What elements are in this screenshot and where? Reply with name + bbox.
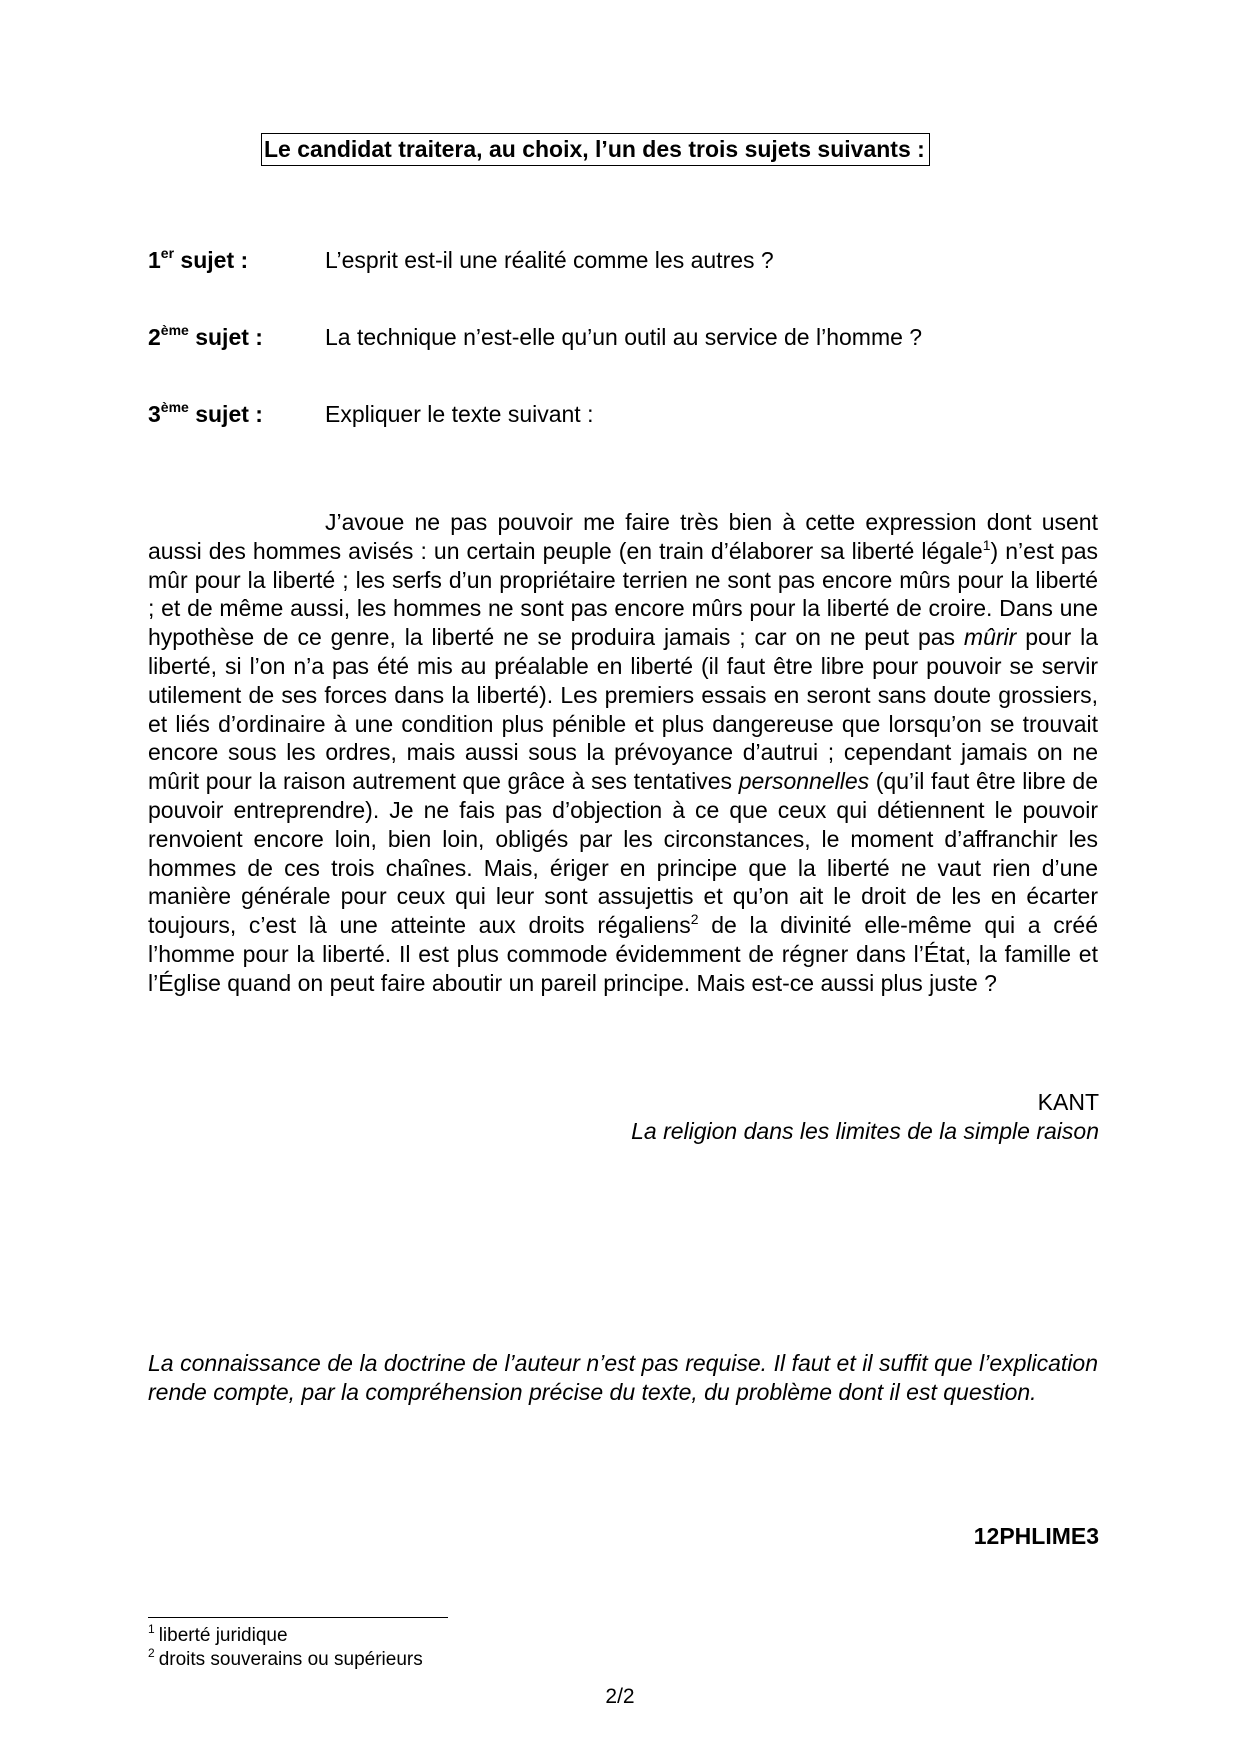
exam-code: 12PHLIME3 xyxy=(973,1523,1099,1549)
footnote-1: $^1$ liberté juridique xyxy=(148,1622,288,1646)
footnote-ref-1: 1 xyxy=(982,536,991,553)
subject-3 xyxy=(148,401,593,428)
footnote-divider xyxy=(148,1617,448,1618)
author-name: KANT xyxy=(1037,1089,1099,1115)
work-title: La religion dans les limites de la simple raison xyxy=(631,1118,1099,1144)
subject-1-text: L’esprit est-il une réalité comme les autres ? xyxy=(325,247,774,273)
subject-2-label: 2ème sujet : xyxy=(148,322,263,350)
page-number: 2/2 xyxy=(605,1685,635,1708)
subject-3-label: 3ème sujet : xyxy=(148,399,263,427)
subject-1 xyxy=(148,247,774,274)
instruction-box: Le candidat traitera, au choix, l’un des trois sujets suivants : xyxy=(261,133,930,166)
subject-2-text: La technique n’est-elle qu’un outil au service de l’homme ? xyxy=(325,324,923,350)
kant-text xyxy=(148,508,1098,998)
subject-3-text: Expliquer le texte suivant : xyxy=(325,401,594,427)
subject-2 xyxy=(148,324,922,351)
instruction-note: La connaissance de la doctrine de l’auteur n’est pas requise. Il faut et il suffit que l’explication rende compte, par la compréhension précise du texte, du problème dont il est question. xyxy=(148,1350,1098,1405)
footnote-2: $^2$ droits souverains ou supérieurs xyxy=(148,1646,423,1670)
kant-paragraph: J’avoue ne pas pouvoir me faire très bien à cette expression dont usent aussi des hommes avisés : un certain peuple (en train d’élaborer sa liberté légale$^1$) n’est pas mûr pour la liberté ; les serfs d’un propriétaire terrien ne sont pas encore mûrs pour la liberté ; et de même aussi, les hommes ne sont pas encore mûrs pour la liberté de croire. Dans une hypothèse de ce genre, la liberté ne se produira jamais ; car on ne peut pas mûrir pour la liberté, si l’on n’a pas été mis au préalable en liberté (il faut être libre pour pouvoir se servir utilement de ses forces dans la liberté). Les premiers essais en seront sans doute grossiers, et liés d’ordinaire à une condition plus pénible et plus dangereuse que lorsqu’on se trouvait encore sous les ordres, mais aussi sous la prévoyance d’autrui ; cependant jamais on ne mûrit pour la raison autrement que grâce à ses tentatives personnelles (qu’il faut être libre de pouvoir entreprendre). Je ne fais pas d’objection à ce que ceux qui détiennent le pouvoir renvoient encore loin, bien loin, obligés par les circonstances, le moment d’affranchir les hommes de ces trois chaînes. Mais, ériger en principe que la liberté ne vaut rien d’une manière générale pour ceux qui leur sont assujettis et qu’on ait le droit de les en écarter toujours, c’est là une atteinte aux droits régaliens$^2$ de la divinité elle-même qui a créé l’homme pour la liberté. Il est plus commode évidemment de régner dans l’État, la famille et l’Église quand on peut faire aboutir un pareil principe. Mais est-ce aussi plus juste ? xyxy=(148,509,1099,996)
footnote-ref-2: 2 xyxy=(690,911,699,928)
subject-1-label: 1er sujet : xyxy=(148,245,249,273)
